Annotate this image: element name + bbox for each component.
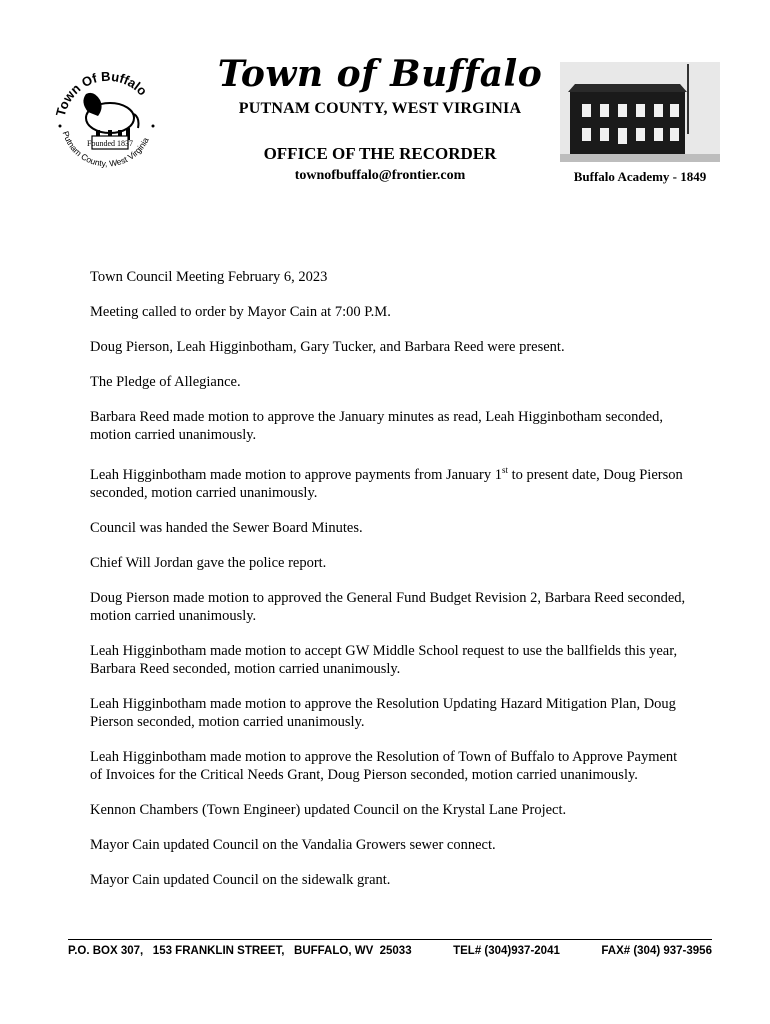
minutes-paragraph: Mayor Cain updated Council on the sidewalk grant. [90, 871, 391, 888]
minutes-heading: Town Council Meeting February 6, 2023 [90, 269, 328, 285]
minutes-body [90, 268, 690, 906]
office-line: OFFICE OF THE RECORDER [263, 144, 497, 163]
seal-top-text: Town Of Buffalo [52, 68, 151, 118]
minutes-paragraph: Chief Will Jordan gave the police report. [90, 554, 327, 571]
minutes-paragraph [90, 461, 690, 502]
town-seal [52, 60, 162, 180]
footer-telephone: TEL# (304)937-2041 [453, 945, 560, 957]
minutes-paragraph: Leah Higginbotham made motion to approve the Resolution of Town of Buffalo to Approve Payment of Invoices for the Critical Needs Grant, Doug Pierson seconded, motion carried unanimously. [90, 748, 678, 783]
academy-caption: Buffalo Academy - 1849 [573, 169, 707, 184]
minutes-paragraph: Leah Higginbotham made motion to approve the Resolution Updating Hazard Mitigation Plan, Doug Pierson seconded, motion carried unanimously. [90, 695, 676, 730]
minutes-paragraph: Doug Pierson, Leah Higginbotham, Gary Tucker, and Barbara Reed were present. [90, 339, 565, 355]
footer-fax: FAX# (304) 937-3956 [601, 945, 712, 957]
minutes-paragraph: Barbara Reed made motion to approve the January minutes as read, Leah Higginbotham seconded, motion carried unanimously. [90, 409, 663, 443]
academy-block [560, 62, 720, 185]
minutes-text: to present date, Doug Pierson seconded, motion carried unanimously. [90, 466, 683, 501]
footer [68, 945, 712, 957]
minutes-paragraph: The Pledge of Allegiance. [90, 374, 241, 390]
minutes-paragraph: Mayor Cain updated Council on the Vandalia Growers sewer connect. [90, 836, 496, 853]
buffalo-icon [83, 93, 138, 142]
minutes-paragraph: Kennon Chambers (Town Engineer) updated Council on the Krystal Lane Project. [90, 801, 567, 818]
minutes-paragraph: Doug Pierson made motion to approved the General Fund Budget Revision 2, Barbara Reed seconded, motion carried unanimously. [90, 589, 686, 624]
footer-divider [68, 939, 712, 940]
ordinal-suffix: st [501, 465, 508, 475]
footer-address: P.O. BOX 307, 153 FRANKLIN STREET, BUFFALO, WV 25033 [68, 945, 412, 957]
town-title: Town of Buffalo [217, 53, 543, 95]
minutes-paragraph: Meeting called to order by Mayor Cain at 7:00 P.M. [90, 304, 391, 320]
minutes-paragraph: Council was handed the Sewer Board Minutes. [90, 519, 363, 536]
minutes-paragraph: Leah Higginbotham made motion to accept GW Middle School request to use the ballfields this year, Barbara Reed seconded, motion carried unanimously. [90, 642, 678, 677]
email-address: townofbuffalo@frontier.com [294, 168, 466, 183]
minutes-text: Leah Higginbotham made motion to approve payments from January 1 [90, 466, 502, 483]
seal-bottom-text: Putnam County, West Virginia [60, 129, 151, 169]
letterhead [210, 52, 550, 184]
academy-building-image [560, 62, 720, 162]
county-line: PUTNAM COUNTY, WEST VIRGINIA [238, 100, 522, 117]
seal-founded: Founded 1837 [87, 139, 133, 148]
